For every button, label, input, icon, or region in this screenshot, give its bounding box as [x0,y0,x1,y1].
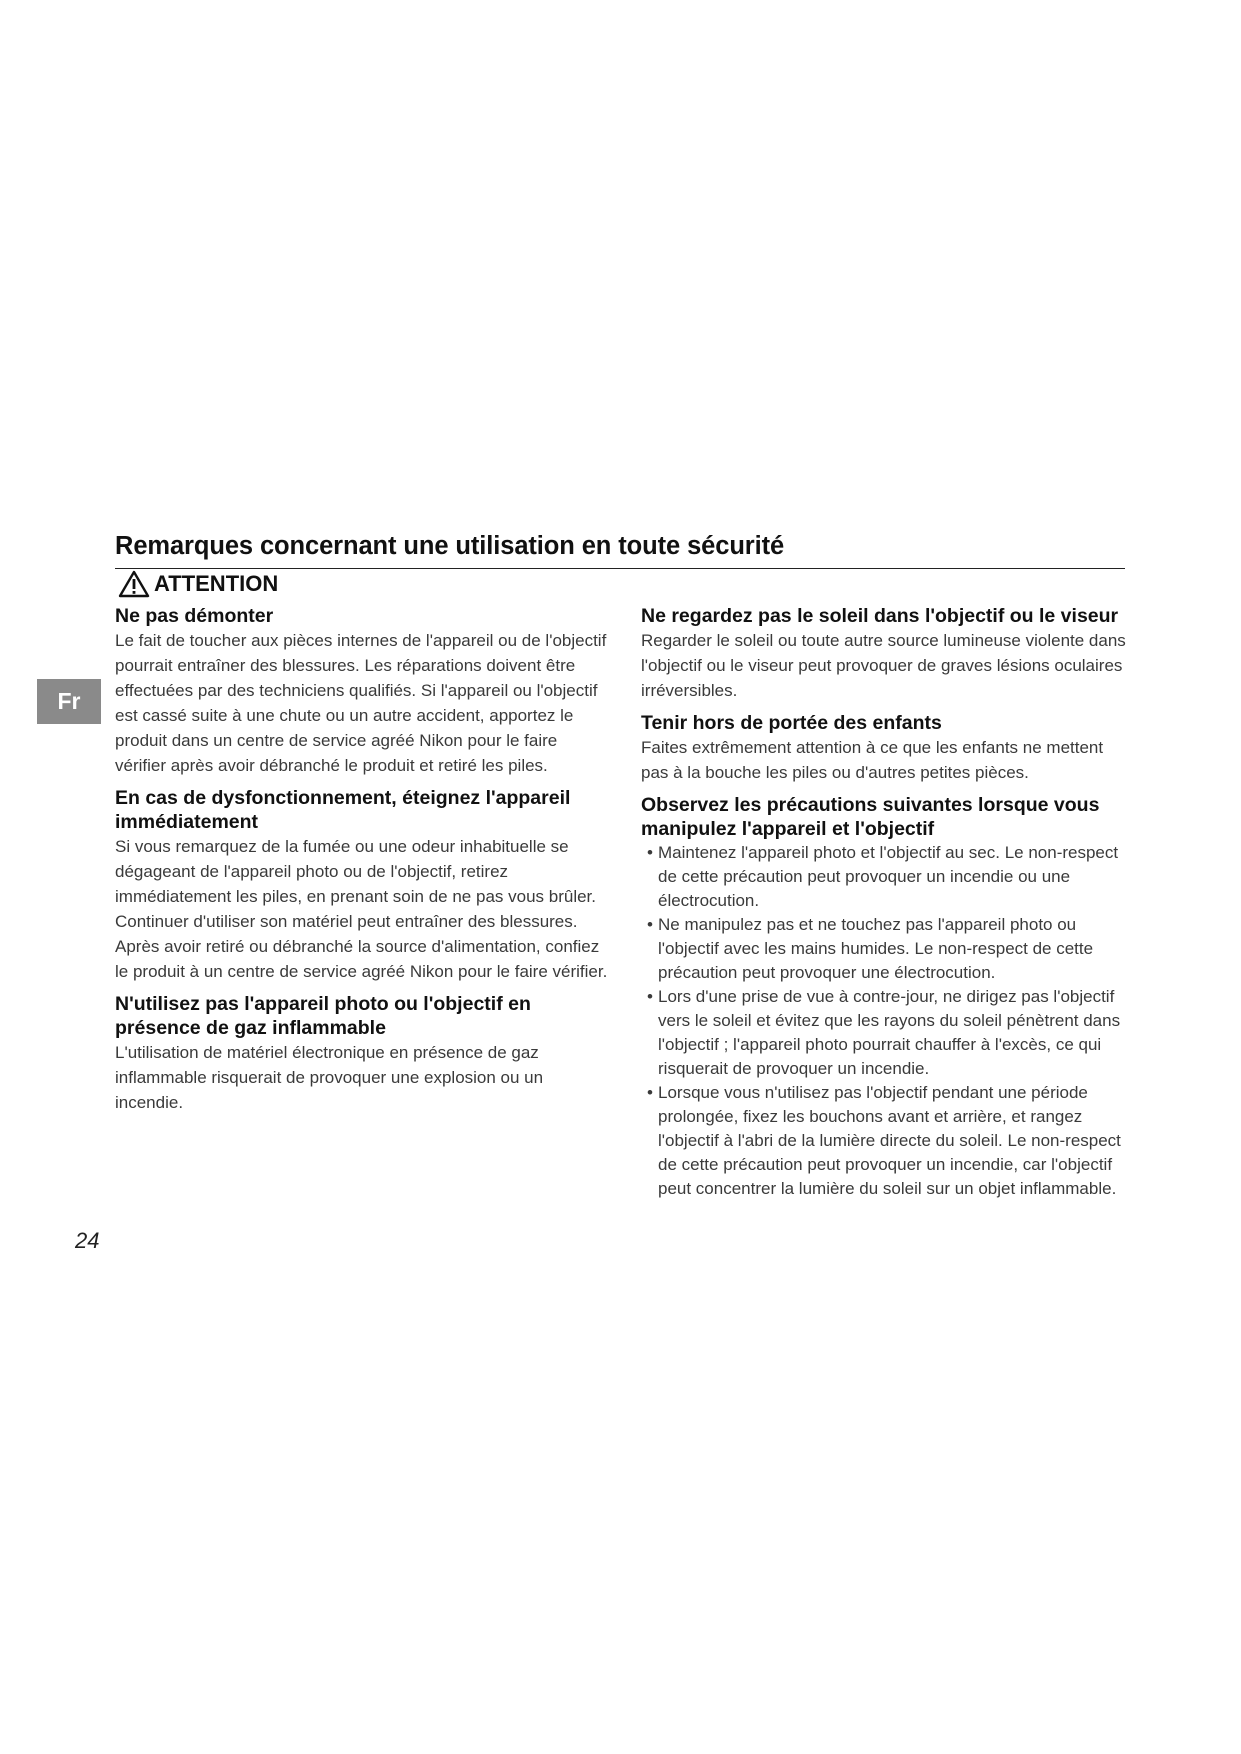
section-body-continued: Après avoir retiré ou débranché la source d'alimentation, confiez le produit à un centre de service agréé Nikon pour le faire vérifier. [115,937,608,981]
page-title: Remarques concernant une utilisation en toute sécurité [115,532,1125,569]
section-body: Le fait de toucher aux pièces internes de l'appareil ou de l'objectif pourrait entraîner des blessures. Les réparations doivent être effectuées par des techniciens qualifiés. Si l'appareil ou l'objectif est cassé suite à une chute ou un autre accident, apportez le produit dans un centre de service agréé Nikon pour le faire vérifier après avoir débranché le produit et retiré les piles. [115,631,607,775]
section-heading: Ne regardez pas le soleil dans l'objectif ou le viseur [641,605,1119,627]
right-column [641,604,1131,1209]
section-body: Faites extrêmement attention à ce que les enfants ne mettent pas à la bouche les piles ou d'autres petites pièces. [641,738,1104,782]
section-handling-precautions [641,793,1131,1201]
list-item: • Maintenez l'appareil photo et l'objectif au sec. Le non-respect de cette précaution peut provoquer un incendie ou une électrocution. [647,843,1119,910]
section-disassembly [115,604,610,778]
list-item: • Ne manipulez pas et ne touchez pas l'appareil photo ou l'objectif avec les mains humides. Le non-respect de cette précaution peut provoquer une électrocution. [647,915,1094,982]
section-flammable-gas [115,992,610,1115]
list-item: • Lorsque vous n'utilisez pas l'objectif pendant une période prolongée, fixez les bouchons avant et arrière, et rangez l'objectif à l'abri de la lumière directe du soleil. Le non-respect de cette précaution peut provoquer un incendie, car l'objectif peut concentrer la lumière du soleil sur un objet inflammable. [647,1083,1121,1198]
section-children [641,711,1131,785]
section-sun-viewfinder [641,604,1131,703]
section-body: Regarder le soleil ou toute autre source lumineuse violente dans l'objectif ou le viseur peut provoquer de graves lésions oculaires irréversibles. [641,631,1126,700]
section-heading: Ne pas démonter [115,605,274,627]
attention-label: ATTENTION [154,571,279,596]
left-column [115,604,610,1123]
language-tab: Fr [37,679,101,724]
section-body: L'utilisation de matériel électronique en présence de gaz inflammable risquerait de provoquer une explosion ou un incendie. [115,1043,544,1112]
section-heading: N'utilisez pas l'appareil photo ou l'objectif en présence de gaz inflammable [115,993,531,1039]
section-heading: Tenir hors de portée des enfants [641,712,942,734]
list-item: • Lors d'une prise de vue à contre-jour, ne dirigez pas l'objectif vers le soleil et évitez que les rayons du soleil pénètrent dans l'objectif ; l'appareil photo pourrait chauffer à l'excès, ce qui risquerait de provoquer un incendie. [647,987,1121,1078]
page-number: 24 [75,1228,100,1253]
section-heading: En cas de dysfonctionnement, éteignez l'appareil immédiatement [115,787,571,833]
attention-heading [118,570,278,598]
section-heading: Observez les précautions suivantes lorsque vous manipulez l'appareil et l'objectif [641,794,1100,840]
section-body: Si vous remarquez de la fumée ou une odeur inhabituelle se dégageant de l'appareil photo ou de l'objectif, retirez immédiatement les piles, en prenant soin de ne pas vous brûler. Continuer d'utiliser son matériel peut entraîner des blessures. [115,837,596,931]
section-malfunction [115,786,610,984]
warning-triangle-icon [118,570,150,598]
precautions-list [641,841,1131,1201]
